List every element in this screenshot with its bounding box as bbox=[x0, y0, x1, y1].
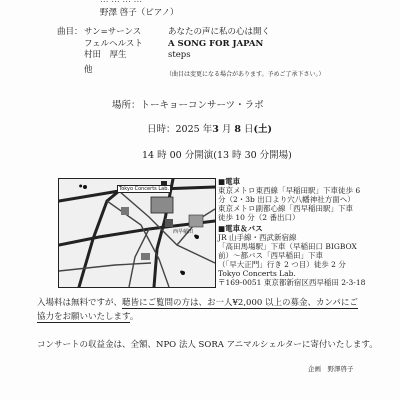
program-title-2: A SONG FOR JAPAN bbox=[168, 39, 264, 49]
date-prefix: 日時：2025 年 bbox=[147, 124, 213, 135]
program-title-1: あなたの声に私の心は開く bbox=[168, 27, 271, 37]
admission-line-2 bbox=[37, 312, 138, 322]
program-composer-1: サン=サーンス bbox=[84, 27, 142, 37]
program-note: （曲目は変更になる場合があります。予めご了承下さい。） bbox=[166, 71, 325, 78]
date-month: 3 bbox=[212, 124, 219, 135]
program-label: 曲目： bbox=[57, 27, 83, 37]
train-heading: ■電車 bbox=[218, 177, 241, 186]
map-station-bullet-3: ● bbox=[194, 233, 198, 238]
venue-name: Tokyo Concerts Lab. bbox=[218, 269, 296, 278]
date-month-unit: 月 bbox=[218, 124, 235, 135]
admission-underlined-2: 協力をお願いいたします bbox=[37, 312, 130, 322]
venue: 場所：トーキョーコンサーツ・ラボ bbox=[112, 100, 264, 111]
date-day-unit: 日 bbox=[241, 124, 254, 135]
venue-address: 〒169-0051 東京都新宿区西早稲田 2-3-18 bbox=[218, 278, 366, 287]
admission-post: 。 bbox=[129, 312, 139, 322]
event-time: 14 時 00 分開演(13 時 30 分開場) bbox=[142, 150, 292, 161]
bus-line-4: （「早大正門」行き 2 つ目）徒歩 2 分 bbox=[218, 260, 346, 269]
organizer: 企画 野澤啓子 bbox=[308, 365, 354, 373]
admission-pre: 入場料は無料ですが、 bbox=[37, 298, 123, 308]
event-date bbox=[147, 124, 272, 136]
program-composer-3: 村田 厚生 bbox=[84, 50, 127, 60]
performer-pianist: 野澤 啓子（ピアノ） bbox=[100, 8, 179, 18]
bus-line-1: JR 山手線・西武新宿線 bbox=[218, 233, 297, 242]
program-title-3: steps bbox=[168, 50, 191, 60]
bus-line-3: 前）～都バス「西早稲田」下車 bbox=[218, 251, 323, 260]
map-label-nishiwaseda: 西早稲田 bbox=[173, 229, 194, 235]
program-other: 他 bbox=[84, 65, 93, 75]
access-info bbox=[218, 177, 396, 287]
access-map bbox=[58, 178, 216, 288]
train-line-3: 東京メトロ副都心線「西早稲田駅」下車 bbox=[218, 204, 353, 213]
admission-line-1 bbox=[37, 298, 358, 308]
bus-heading: ■電車＆バス bbox=[218, 224, 263, 233]
proceeds-text: コンサートの収益金は、全額、NPO 法人 SORA アニマルシェルターに寄付いたします。 bbox=[37, 340, 378, 350]
map-station-bullet-1: ● bbox=[79, 183, 83, 188]
map-station-bullet-2: ● bbox=[180, 269, 184, 274]
train-line-2: 分（2・3b 出口より穴八幡神社方面へ） bbox=[218, 195, 355, 204]
train-line-4: 徒歩 10 分（2 番出口） bbox=[218, 213, 300, 222]
admission-underlined-1: 聴皆にご覧問の方は、お一人¥2,000 以上の募金、カンパにご bbox=[122, 298, 358, 308]
performer-top-partial bbox=[100, 0, 142, 3]
map-label-lab: Tokyo Concerts Lab. bbox=[119, 186, 169, 192]
date-day: 8 bbox=[234, 124, 241, 135]
bus-line-2: 「高田馬場駅」下車（早稲田口 BIGBOX bbox=[218, 242, 357, 251]
train-line-1: 東京メトロ東西線「早稲田駅」下車徒歩 6 bbox=[218, 186, 361, 195]
date-weekday: (土) bbox=[253, 124, 273, 135]
program-composer-2: フェルヘルスト bbox=[84, 39, 143, 49]
